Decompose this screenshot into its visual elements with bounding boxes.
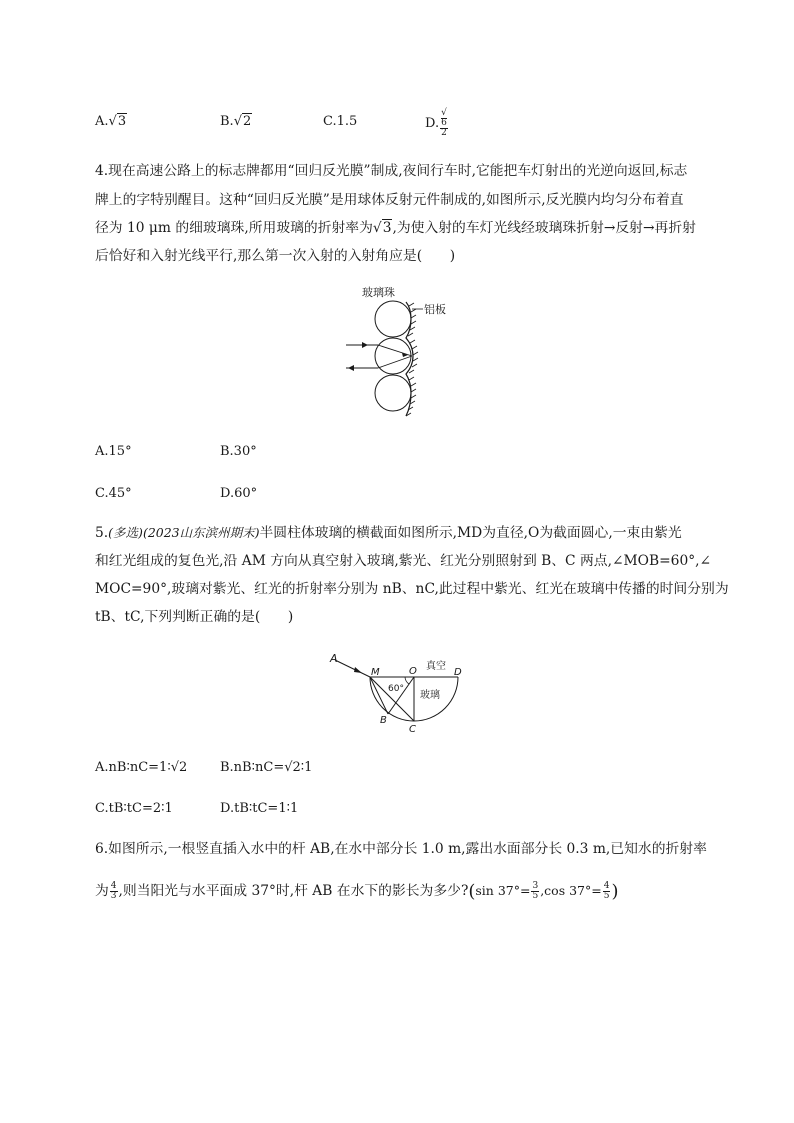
right-paren: ) [611,881,619,902]
arrow-right-icon [362,342,368,348]
plate-hatching [406,303,418,416]
q5-option-b: B.nB∶nC=√2∶1 [220,760,313,775]
q5-option-c: C.tB∶tC=2∶1 [95,801,173,816]
ray-MB [370,677,388,714]
radicand: 3 [117,114,127,129]
q3-option-b [220,114,252,129]
sqrt-symbol: √3 [372,220,392,236]
fraction-denominator: 2 [441,128,447,138]
q4-option-b: B.30° [220,444,257,459]
fraction-sin [531,882,539,901]
q6-line-2 [95,882,619,901]
sqrt-symbol: √2 [233,114,252,129]
label-aluminum-plate: 铝板 [424,303,446,316]
option-label: B. [220,114,234,129]
fraction-numerator: 4 [110,881,117,891]
q5-option-a: A.nB∶nC=1∶√2 [95,760,188,775]
multi-select-tag: (多选) [108,525,143,540]
q4-figure-glass-beads [340,282,460,422]
q6-line-1: 6.如图所示,一根竖直插入水中的杆 AB,在水中部分长 1.0 m,露出水面部分长 0.3 m,已知水的折射率 [95,841,707,857]
text-segment: ,则当阳光与水平面成 37°时,杆 AB 在水下的影长为多少? [118,883,469,899]
q5-figure-semicircle-glass [325,650,475,740]
hint-sin: sin 37°= [475,883,531,898]
label-angle-60: 60° [388,684,404,694]
incident-ray-AM [335,660,370,677]
source-tag: (2023山东滨州期末) [142,525,260,540]
arrow-left-icon [348,365,354,371]
fraction-numerator: 3 [532,881,539,891]
glass-bead-bottom [375,375,411,411]
refracted-ray-in [378,345,412,356]
hint-cos: ,cos 37°= [540,883,602,898]
label-M: M [371,667,380,678]
fraction-denominator: 5 [532,891,539,901]
q3-option-c: C.1.5 [323,114,358,129]
fraction-refractive-index [110,882,118,901]
radicand: 2 [242,114,252,129]
question-number: 5. [95,525,109,541]
q4-line-2: 牌上的字特别醒目。这种“回归反光膜”是用球体反射元件制成的,如图所示,反光膜内均匀分布着直 [95,192,684,208]
q4-option-a: A.15° [95,444,132,459]
arrow-icon [354,667,362,673]
label-O: O [409,666,417,677]
label-D: D [454,667,462,678]
q4-option-c: C.45° [95,486,132,501]
fraction-numerator: 4 [603,881,610,891]
fraction-denominator: 3 [110,891,117,901]
label-C: C [409,724,416,735]
text-segment: 为 [95,883,109,899]
label-glass-beads: 玻璃珠 [362,286,395,299]
glass-bead-middle [375,338,411,374]
q4-line-1: 4.现在高速公路上的标志牌都用“回归反光膜”制成,夜间行车时,它能把车灯射出的光逆向返回,标志 [95,163,688,179]
text-segment: ,为使入射的车灯光线经玻璃珠折射→反射→再折射 [392,220,696,236]
fraction-numerator: √ 6 [441,108,447,128]
q5-line-3: MOC=90°,玻璃对紫光、红光的折射率分别为 nB、nC,此过程中紫光、红光在玻璃中传播的时间分别为 [95,581,729,597]
q3-option-a [95,114,127,129]
q4-option-d: D.60° [220,486,258,501]
q5-option-d: D.tB∶tC=1∶1 [220,801,299,816]
radicand: 6 [441,118,447,128]
text-segment: 径为 10 μm 的细玻璃珠,所用玻璃的折射率为 [95,220,373,236]
q4-line-3 [95,219,696,237]
q5-line-1 [95,524,682,542]
label-glass: 玻璃 [420,690,440,701]
fraction [440,109,448,138]
left-paren: ( [468,881,476,902]
radicand: 3 [382,220,392,236]
label-B: B [380,715,387,726]
q3-option-d [425,109,449,138]
glass-bead-top [375,301,411,337]
label-vacuum: 真空 [426,661,446,672]
refracted-ray-out [378,356,412,368]
option-label: D. [425,116,440,131]
sqrt-symbol: √3 [108,114,127,129]
angle-arc [405,677,409,684]
q4-line-4: 后恰好和入射光线平行,那么第一次入射的入射角应是( ) [95,248,456,264]
option-label: A. [95,114,109,129]
q5-line-4: tB、tC,下列判断正确的是( ) [95,609,294,625]
fraction-denominator: 5 [603,891,610,901]
q5-line-2: 和红光组成的复色光,沿 AM 方向从真空射入玻璃,紫光、红光分别照射到 B、C 两点,∠MOB=60°,∠ [95,553,712,569]
fraction-cos [603,882,611,901]
text-segment: 半圆柱体玻璃的横截面如图所示,MD为直径,O为截面圆心,一束由紫光 [259,525,682,541]
label-A: A [330,652,338,665]
